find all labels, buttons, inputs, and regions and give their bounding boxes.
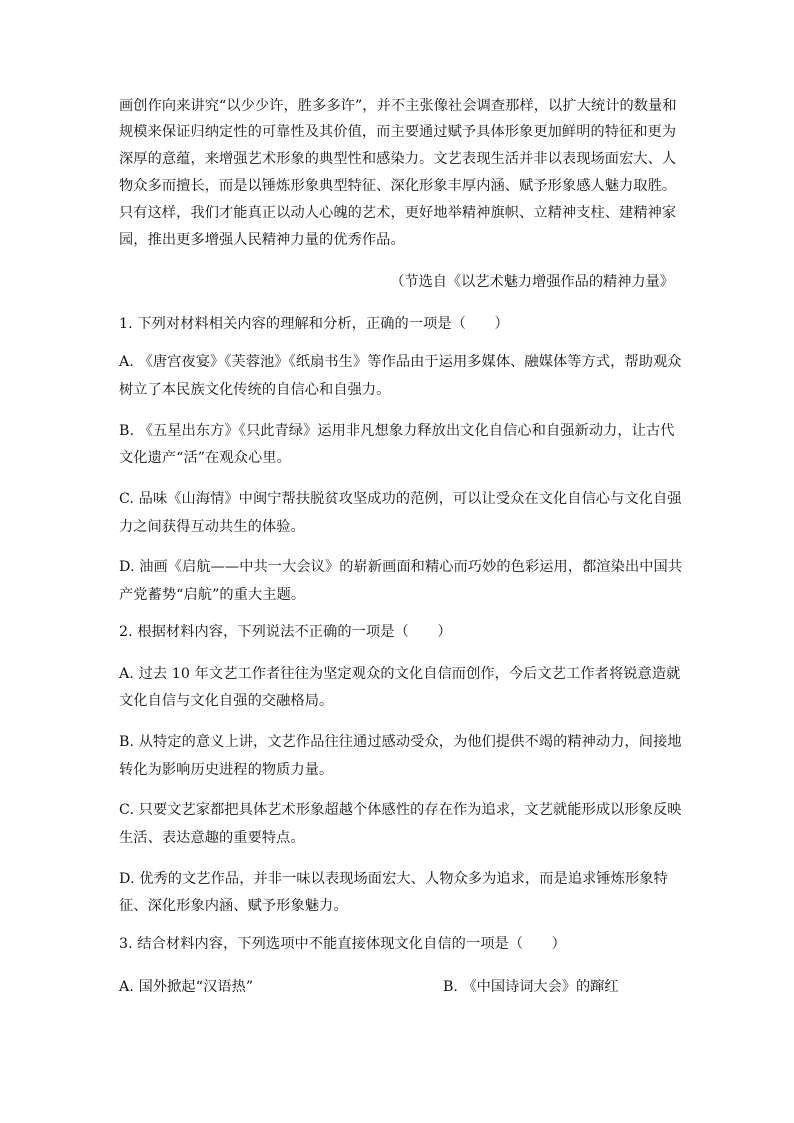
passage-line: 深厚的意蕴，来增强艺术形象的典型性和感染力。文艺表现生活并非以表现场面宏大、人 xyxy=(119,151,677,167)
question-stem: 1. 下列对材料相关内容的理解和分析，正确的一项是（ ） xyxy=(119,316,509,332)
option-a-line2: 文化自信与文化自强的交融格局。 xyxy=(119,693,334,709)
option-b-line1: B. 《五星出东方》《只此青绿》运用非凡想象力释放出文化自信心和自强新动力，让古代 xyxy=(119,423,675,439)
option-c-line1: C. 品味《山海情》中闽宁帮扶脱贫攻坚成功的范例，可以让受众在文化自信心与文化自强 xyxy=(119,491,682,507)
passage-line: 物众多而擅长，而是以锤炼形象典型特征、深化形象丰厚内涵、赋予形象感人魅力取胜。 xyxy=(119,178,677,194)
option-d-line2: 产党蓄势“启航”的重大主题。 xyxy=(119,587,306,603)
option-a-line1: A. 过去 10 年文艺工作者往往为坚定观众的文化自信而创作，今后文艺工作者将锐意造就 xyxy=(119,666,681,682)
option-d-line2: 征、深化形象内涵、赋予形象魅力。 xyxy=(119,898,348,914)
question-stem: 3. 结合材料内容，下列选项中不能直接体现文化自信的一项是（ ） xyxy=(119,936,566,952)
option-a-line1: A. 《唐宫夜宴》《芙蓉池》《纸扇书生》等作品由于运用多媒体、融媒体等方式，帮助观众 xyxy=(119,354,682,370)
option-b-line2: 转化为影响历史进程的物质力量。 xyxy=(119,762,334,778)
passage-line: 只有这样，我们才能真正以动人心魄的艺术，更好地举精神旗帜、立精神支柱、建精神家 xyxy=(119,205,677,221)
option-b: B. 《中国诗词大会》的蹿红 xyxy=(443,979,619,995)
option-d-line1: D. 优秀的文艺作品，并非一味以表现场面宏大、人物众多为追求，而是追求锤炼形象特 xyxy=(119,871,668,887)
passage-line: 规模来保证归纳定性的可靠性及其价值，而主要通过赋予具体形象更加鲜明的特征和更为 xyxy=(119,124,677,140)
question-stem: 2. 根据材料内容，下列说法不正确的一项是（ ） xyxy=(119,624,452,640)
option-c-line1: C. 只要文艺家都把具体艺术形象超越个体感性的存在作为追求，文艺就能形成以形象反映 xyxy=(119,802,682,818)
option-c-line2: 生活、表达意趣的重要特点。 xyxy=(119,830,305,846)
option-d-line1: D. 油画《启航——中共一大会议》的崭新画面和精心而巧妙的色彩运用，都渲染出中国共 xyxy=(119,559,683,575)
passage-line: 画创作向来讲究“以少少许，胜多多许”，并不主张像社会调查那样，以扩大统计的数量和 xyxy=(119,98,677,114)
passage-source: （节选自《以艺术魅力增强作品的精神力量》 xyxy=(390,274,674,290)
option-c-line2: 力之间获得互动共生的体验。 xyxy=(119,519,305,535)
option-a-line2: 树立了本民族文化传统的自信心和自强力。 xyxy=(119,382,391,398)
option-b-line1: B. 从特定的意义上讲，文艺作品往往通过感动受众，为他们提供不竭的精神动力，间接地 xyxy=(119,734,682,750)
option-b-line2: 文化遗产“活”在观众心里。 xyxy=(119,450,291,466)
option-a: A. 国外掀起“汉语热” xyxy=(119,979,254,995)
passage-line: 园，推出更多增强人民精神力量的优秀作品。 xyxy=(119,232,405,248)
